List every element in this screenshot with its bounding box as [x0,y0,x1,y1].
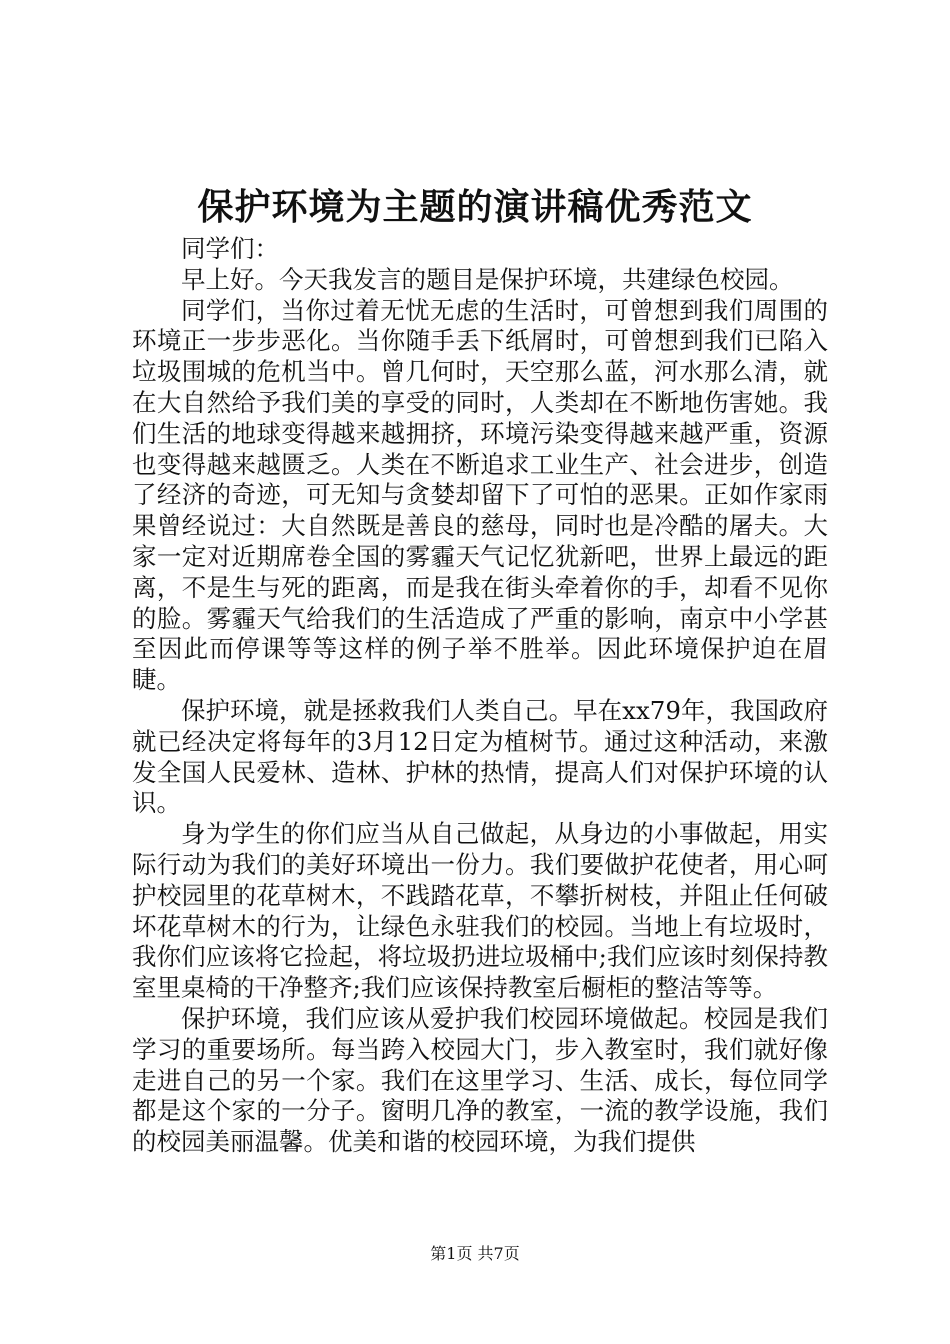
document-body [132,234,828,1158]
paragraph-opening: 早上好。今天我发言的题目是保护环境，共建绿色校园。 [181,264,794,294]
paragraph-arbor-day: 保护环境，就是拯救我们人类自己。早在xx79年，我国政府就已经决定将每年的3月12日定为植树节。通过这种活动，来激发全国人民爱林、造林、护林的热情，提高人们对保护环境的认识。 [132,695,828,818]
paragraph-campus-environment: 保护环境，我们应该从爱护我们校园环境做起。校园是我们学习的重要场所。每当跨入校园大门，步入教室时，我们就好像走进自己的另一个家。我们在这里学习、生活、成长，每位同学都是这个家的一分子。窗明几净的教室，一流的教学设施，我们的校园美丽温馨。优美和谐的校园环境，为我们提供 [132,1003,828,1157]
paragraph-environment-crisis: 同学们，当你过着无忧无虑的生活时，可曾想到我们周围的环境正一步步恶化。当你随手丢下纸屑时，可曾想到我们已陷入垃圾围城的危机当中。曾几何时，天空那么蓝，河水那么清，就在大自然给予我们美的享受的同时，人类却在不断地伤害她。我们生活的地球变得越来越拥挤，环境污染变得越来越严重，资源也变得越来越匮乏。人类在不断追求工业生产、社会进步，创造了经济的奇迹，可无知与贪婪却留下了可怕的恶果。正如作家雨果曾经说过：大自然既是善良的慈母，同时也是冷酷的屠夫。大家一定对近期席卷全国的雾霾天气记忆犹新吧，世界上最远的距离，不是生与死的距离，而是我在街头牵着你的手，却看不见你的脸。雾霾天气给我们的生活造成了严重的影响，南京中小学甚至因此而停课等等这样的例子举不胜举。因此环境保护迫在眉睫。 [132,295,828,695]
page-footer: 第1页 共7页 [430,1244,520,1263]
document-title: 保护环境为主题的演讲稿优秀范文 [197,186,753,228]
paragraph-student-action: 身为学生的你们应当从自己做起，从身边的小事做起，用实际行动为我们的美好环境出一份力。我们要做护花使者，用心呵护校园里的花草树木，不践踏花草，不攀折树枝，并阻止任何破坏花草树木的行为，让绿色永驻我们的校园。当地上有垃圾时，我你们应该将它捡起，将垃圾扔进垃圾桶中;我们应该时刻保持教室里桌椅的干净整齐;我们应该保持教室后橱柜的整洁等等。 [132,819,828,1003]
paragraph-greeting: 同学们： [181,234,279,263]
